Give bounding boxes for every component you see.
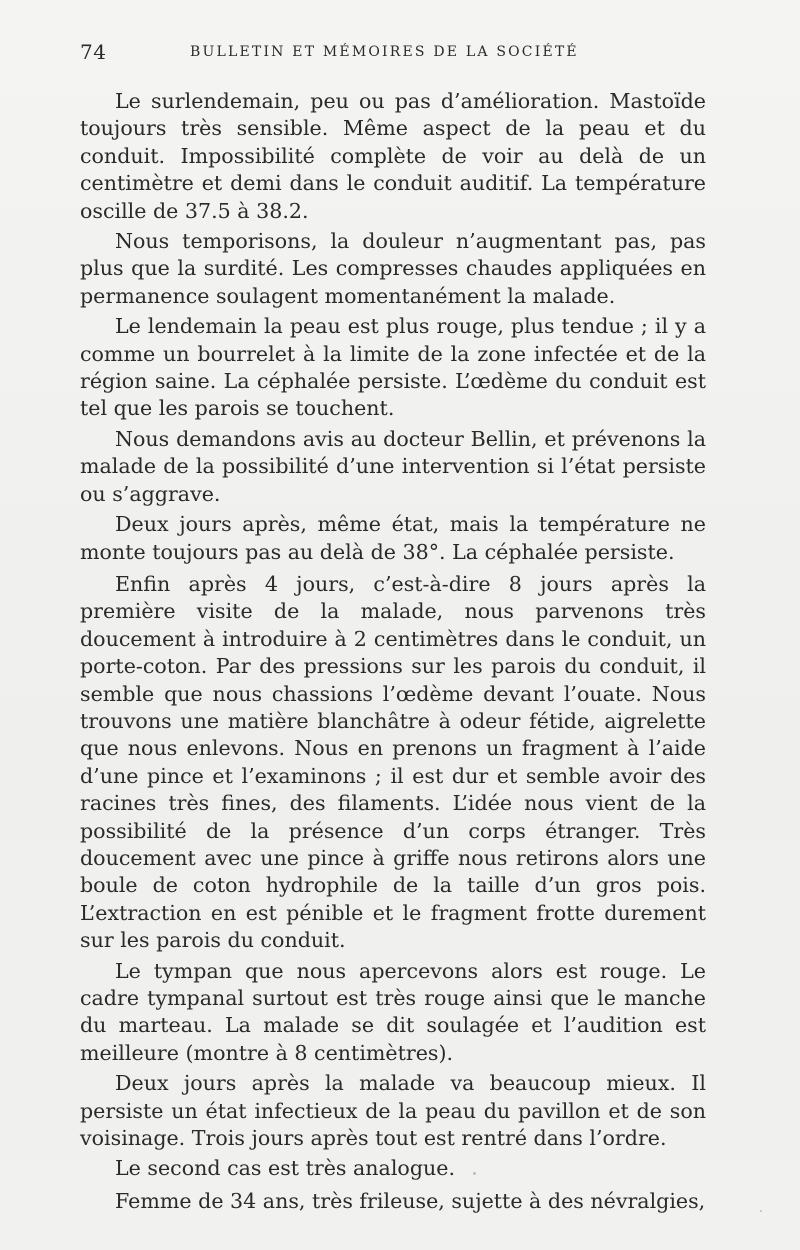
paragraph-2: Nous temporisons, la douleur n’augmentant pas, pas plus que la surdité. Les compresses chaudes appliquées en permanence soulagent momentanément la malade. xyxy=(80,229,706,308)
page-header xyxy=(80,40,710,70)
paragraph-9: Le second cas est très analogue. xyxy=(115,1156,455,1181)
paper-speck xyxy=(473,1172,476,1175)
paragraph-7: Le tympan que nous apercevons alors est rouge. Le cadre tympanal surtout est très rouge ainsi que le manche du marteau. La malade se dit soulagée et l’audition est meilleure (montre à 8 centimètres). xyxy=(80,958,706,1065)
paragraph-1: Le surlendemain, peu ou pas d’amélioration. Mastoïde toujours très sensible. Même aspect de la peau et du conduit. Impossibilité complète de voir au delà de un centimètre et demi dans le conduit auditif. La température oscille de 37.5 à 38.2. xyxy=(80,89,706,223)
page-number: 74 xyxy=(80,40,107,64)
body-text xyxy=(80,88,706,1215)
paragraph-6: Enfin après 4 jours, c’est-à-dire 8 jours après la première visite de la malade, nous parvenons très doucement à introduire à 2 centimètres dans le conduit, un porte-coton. Par des pressions sur les parois du conduit, il semble que nous chassions l’œdème devant l’ouate. Nous trouvons une matière blanchâtre à odeur fétide, aigrelette que nous enlevons. Nous en prenons un fragment à l’aide d’une pince et l’examinons ; il est dur et semble avoir des racines très fines, des filaments. L’idée nous vient de la possibilité de la présence d’un corps étranger. Très doucement avec une pince à griffe nous retirons alors une boule de coton hydrophile de la taille d’un gros pois. L’extraction en est pénible et le fragment frotte durement sur les parois du conduit. xyxy=(80,571,706,953)
running-head: BULLETIN ET MÉMOIRES DE LA SOCIÉTÉ xyxy=(190,44,579,60)
paragraph-8: Deux jours après la malade va beaucoup mieux. Il persiste un état infectieux de la peau du pavillon et de son voisinage. Trois jours après tout est rentré dans l’ordre. xyxy=(80,1071,706,1151)
paragraph-3: Le lendemain la peau est plus rouge, plus tendue ; il y a comme un bourrelet à la limite de la zone infectée et de la région saine. La céphalée persiste. L’œdème du conduit est tel que les parois se touchent. xyxy=(80,314,706,421)
paragraph-10: Femme de 34 ans, très frileuse, sujette à des névralgies, xyxy=(115,1188,706,1213)
paragraph-5: Deux jours après, même état, mais la température ne monte toujours pas au delà de 38°. La céphalée persiste. xyxy=(80,512,706,564)
paper-speck xyxy=(760,1210,762,1212)
paragraph-4: Nous demandons avis au docteur Bellin, et prévenons la malade de la possibilité d’une intervention si l’état persiste ou s’aggrave. xyxy=(80,426,706,506)
